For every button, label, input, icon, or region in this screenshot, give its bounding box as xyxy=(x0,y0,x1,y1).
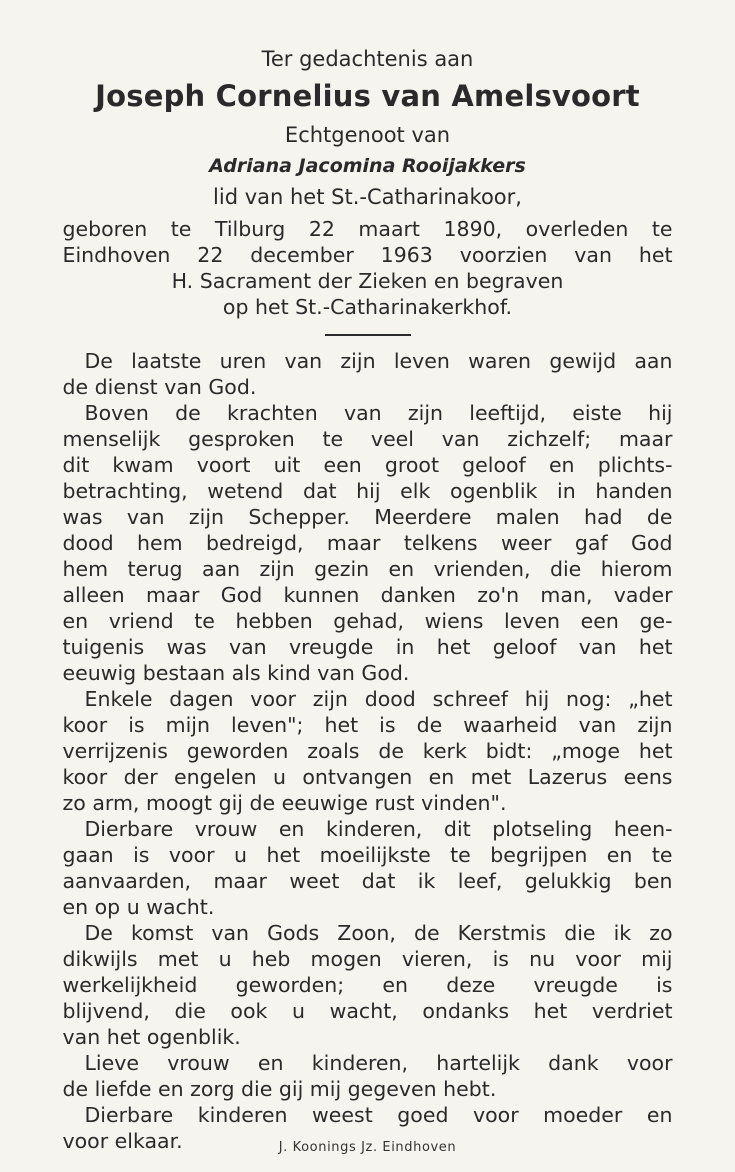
text-line: de dienst van God. xyxy=(62,375,257,399)
text-line: Dierbare vrouw en kinderen, dit plotseling heen- xyxy=(84,817,673,841)
paragraph xyxy=(63,816,673,920)
text-line: Enkele dagen voor zijn dood schreef hij nog: „het xyxy=(84,687,673,711)
deceased-name: Joseph Cornelius van Amelsvoort xyxy=(95,79,640,113)
text-line: dikwijls met u heb mogen vieren, is nu voor mij xyxy=(62,947,673,971)
text-line: menselijk gesproken te veel van zichzelf; maar xyxy=(62,427,673,451)
text-line: Boven de krachten van zijn leeftijd, eiste hij xyxy=(84,401,673,425)
text-line: hem terug aan zijn gezin en vrienden, die hierom xyxy=(62,557,673,581)
text-line: Dierbare kinderen weest goed voor moeder en xyxy=(84,1103,673,1127)
text-line: dit kwam voort uit een groot geloof en plichts- xyxy=(62,453,673,477)
paragraph xyxy=(63,686,673,816)
memorial-text xyxy=(63,348,673,1154)
paragraph xyxy=(63,920,673,1050)
text-line: blijvend, die ook u wacht, ondanks het verdriet xyxy=(62,999,673,1023)
text-line: en op u wacht. xyxy=(62,895,215,919)
life-details xyxy=(63,216,673,320)
text-line: dood hem bedreigd, maar telkens weer gaf God xyxy=(62,531,673,555)
life-line: H. Sacrament der Zieken en begraven xyxy=(171,269,564,293)
spouse-name: Adriana Jacomina Rooijakkers xyxy=(209,155,526,177)
text-line: alleen maar God kunnen danken zo'n man, vader xyxy=(62,583,673,607)
paragraph xyxy=(63,348,673,400)
text-line: De komst van Gods Zoon, de Kerstmis die ik zo xyxy=(84,921,673,945)
spouse-label: Echtgenoot van xyxy=(284,123,451,147)
text-line: koor der engelen u ontvangen en met Lazerus eens xyxy=(62,765,673,789)
text-line: De laatste uren van zijn leven waren gewijd aan xyxy=(84,349,673,373)
life-line: op het St.-Catharinakerkhof. xyxy=(222,295,513,319)
text-line: aanvaarden, maar weet dat ik leef, gelukkig ben xyxy=(62,869,673,893)
text-line: gaan is voor u het moeilijkste te begrijpen en te xyxy=(62,843,673,867)
text-line: en vriend te hebben gehad, wiens leven een ge- xyxy=(62,609,673,633)
text-line: tuigenis was van vreugde in het geloof van het xyxy=(62,635,673,659)
life-line: Eindhoven 22 december 1963 voorzien van het xyxy=(62,243,673,267)
divider-rule xyxy=(325,334,411,336)
text-line: koor is mijn leven"; het is de waarheid van zijn xyxy=(62,713,673,737)
text-line: eeuwig bestaan als kind van God. xyxy=(62,661,410,685)
intro-text: Ter gedachtenis aan xyxy=(261,47,474,71)
text-line: verrijzenis geworden zoals de kerk bidt: „moge het xyxy=(62,739,673,763)
text-line: zo arm, moogt gij de eeuwige rust vinden". xyxy=(62,791,507,815)
card-header xyxy=(0,0,735,212)
text-line: Lieve vrouw en kinderen, hartelijk dank voor xyxy=(84,1051,673,1075)
text-line: betrachting, wetend dat hij elk ogenblik in handen xyxy=(62,479,673,503)
text-line: voor elkaar. xyxy=(62,1129,183,1153)
text-line: was van zijn Schepper. Meerdere malen had de xyxy=(62,505,673,529)
paragraph xyxy=(63,1050,673,1102)
text-line: werkelijkheid geworden; en deze vreugde is xyxy=(62,973,673,997)
life-line: geboren te Tilburg 22 maart 1890, overleden te xyxy=(62,217,673,241)
text-line: de liefde en zorg die gij mij gegeven hebt. xyxy=(62,1077,497,1101)
printer-credit: J. Koonings Jz. Eindhoven xyxy=(278,1140,457,1155)
text-line: van het ogenblik. xyxy=(62,1025,241,1049)
membership-text: lid van het St.-Catharinakoor, xyxy=(213,185,522,209)
paragraph xyxy=(63,400,673,686)
